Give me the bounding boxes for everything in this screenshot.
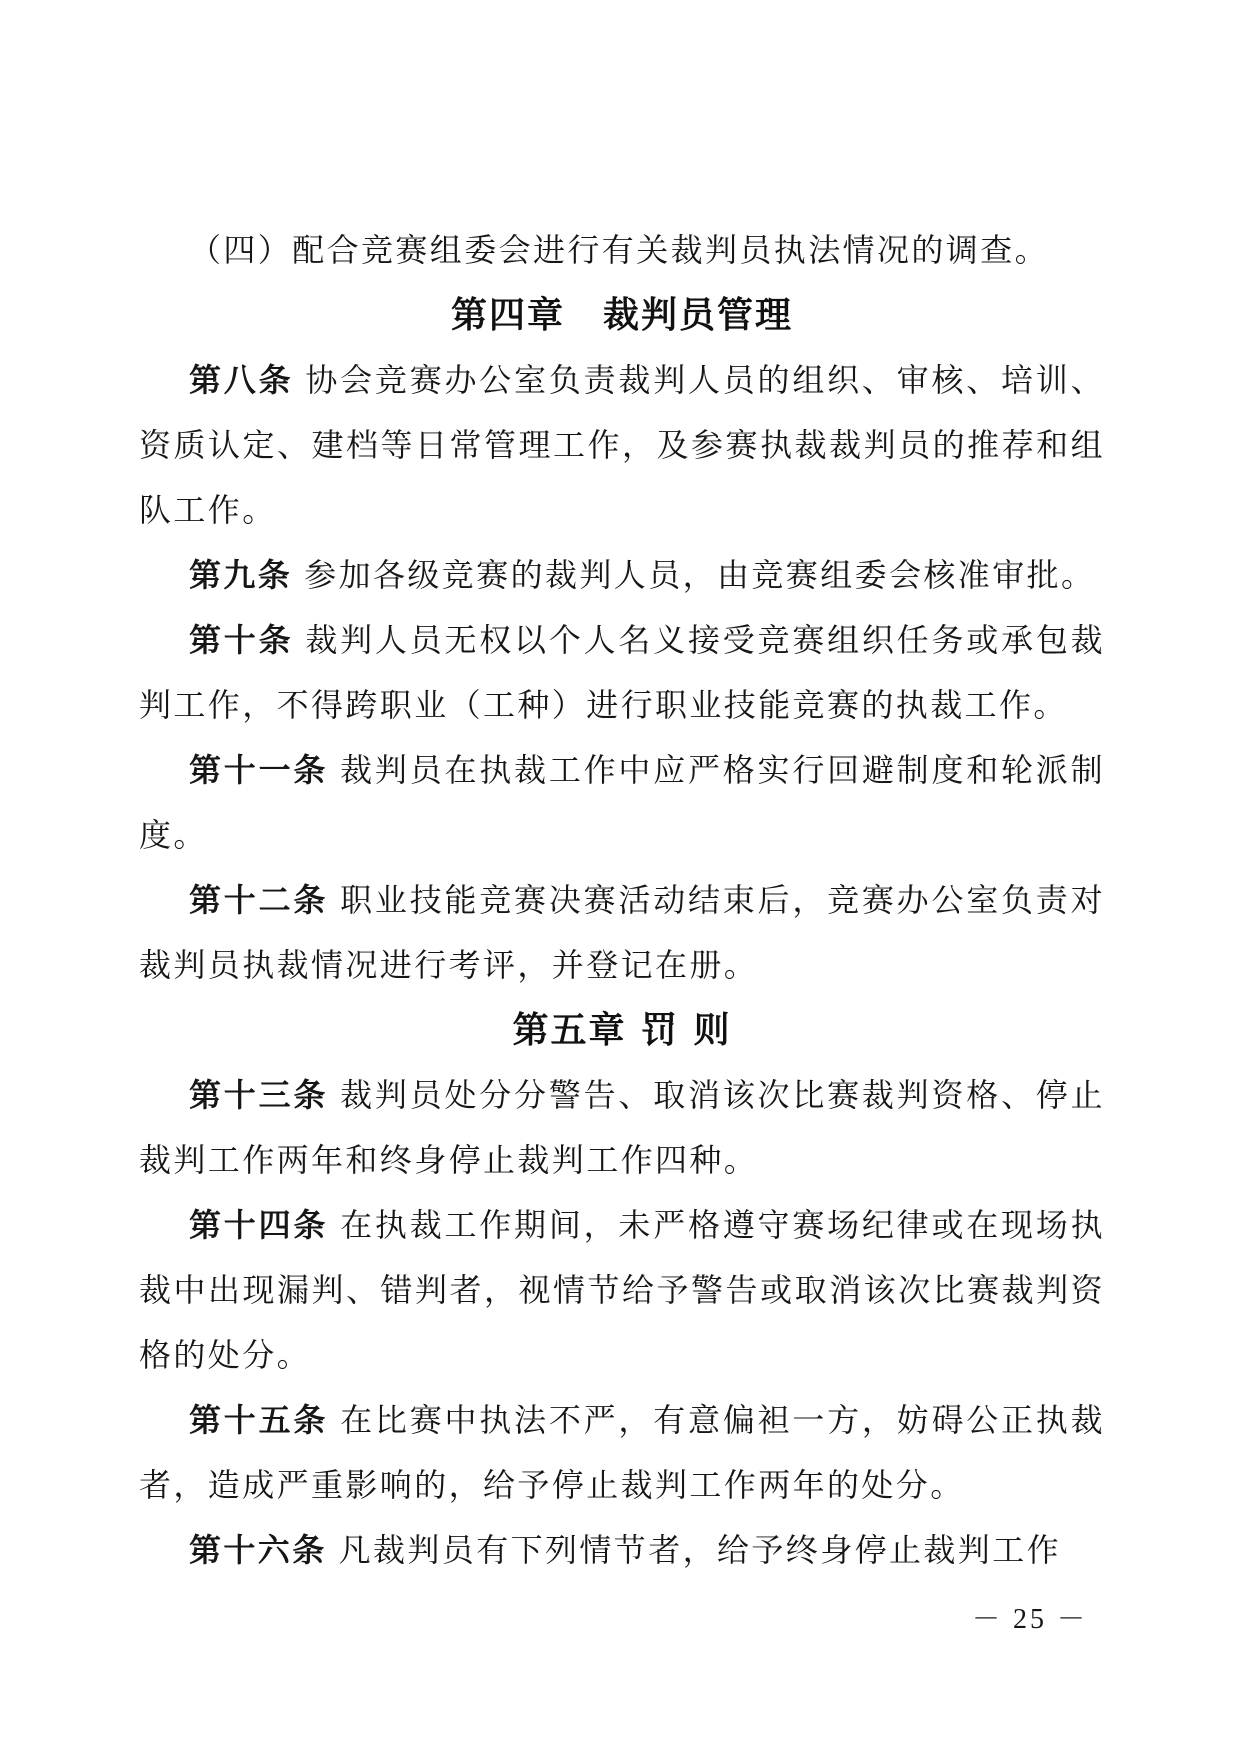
article-14 (139, 1193, 1105, 1388)
article-11-label: 第十一条 (189, 752, 329, 788)
intro-paragraph: （四）配合竞赛组委会进行有关裁判员执法情况的调查。 (189, 232, 1050, 268)
article-11-text: 裁判员在执裁工作中应严格实行回避制度和轮派制度。 (139, 752, 1105, 853)
article-15-label: 第十五条 (189, 1402, 329, 1438)
article-12 (139, 868, 1105, 998)
article-16-label: 第十六条 (189, 1532, 327, 1568)
article-11 (139, 738, 1105, 868)
chapter-4-heading: 第四章 裁判员管理 (450, 295, 793, 336)
article-15-text: 在比赛中执法不严，有意偏袒一方，妨碍公正执裁者，造成严重影响的，给予停止裁判工作两年的处分。 (139, 1402, 1105, 1503)
page-number: － 25 － (971, 1604, 1088, 1635)
article-12-label: 第十二条 (189, 882, 329, 918)
article-9-label: 第九条 (189, 557, 293, 593)
article-13 (139, 1063, 1105, 1193)
article-16 (139, 1518, 1105, 1583)
article-10-text: 裁判人员无权以个人名义接受竞赛组织任务或承包裁判工作，不得跨职业（工种）进行职业技能竞赛的执裁工作。 (139, 622, 1106, 723)
article-8-label: 第八条 (189, 362, 294, 398)
article-10-label: 第十条 (189, 622, 294, 658)
chapter-5-heading: 第五章 罚 则 (512, 1010, 732, 1051)
article-8-text: 协会竞赛办公室负责裁判人员的组织、审核、培训、资质认定、建档等日常管理工作，及参赛执裁裁判员的推荐和组队工作。 (139, 362, 1106, 528)
article-16-text: 凡裁判员有下列情节者，给予终身停止裁判工作 (338, 1532, 1062, 1568)
article-10 (139, 608, 1105, 738)
page-content (139, 218, 1105, 1583)
article-8 (139, 348, 1105, 543)
article-13-label: 第十三条 (189, 1077, 329, 1113)
article-13-text: 裁判员处分分警告、取消该次比赛裁判资格、停止裁判工作两年和终身停止裁判工作四种。 (139, 1077, 1105, 1178)
article-14-text: 在执裁工作期间，未严格遵守赛场纪律或在现场执裁中出现漏判、错判者，视情节给予警告或取消该次比赛裁判资格的处分。 (139, 1207, 1105, 1373)
article-12-text: 职业技能竞赛决赛活动结束后，竞赛办公室负责对裁判员执裁情况进行考评，并登记在册。 (139, 882, 1105, 983)
article-9 (139, 543, 1105, 608)
article-15 (139, 1388, 1105, 1518)
article-14-label: 第十四条 (189, 1207, 329, 1243)
article-9-text: 参加各级竞赛的裁判人员，由竞赛组委会核准审批。 (304, 557, 1096, 593)
